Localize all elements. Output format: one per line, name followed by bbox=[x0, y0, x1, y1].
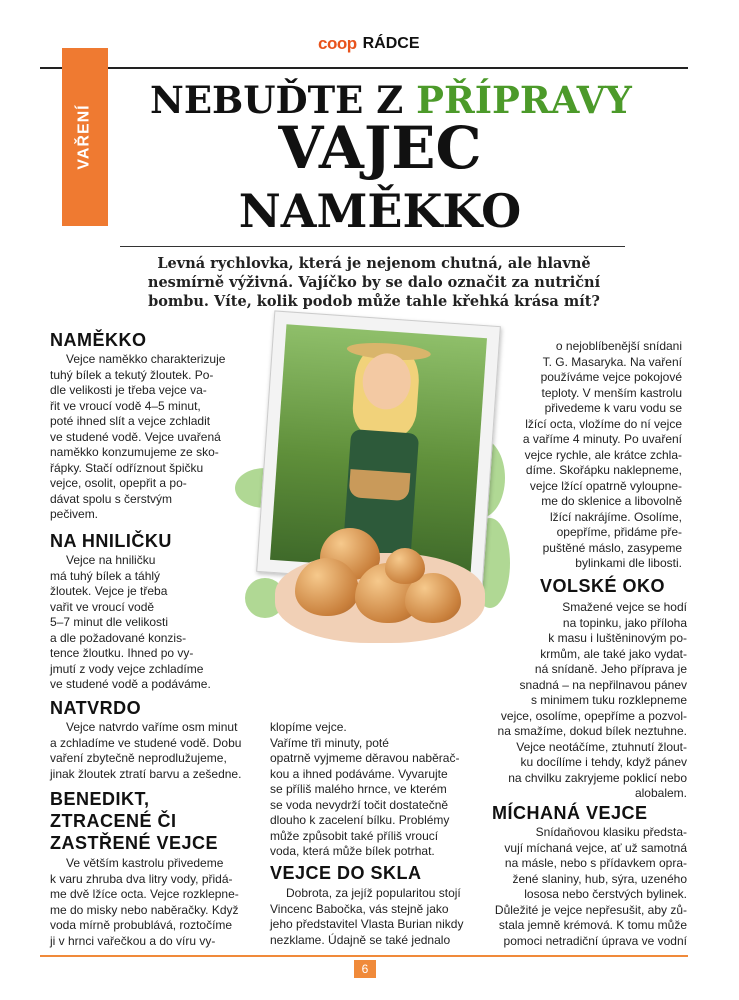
heading-vejce-do-skla: VEJCE DO SKLA bbox=[270, 863, 422, 883]
text-line: na topinku, jako příloha bbox=[562, 615, 687, 630]
text-line: krmům, ale také jako vydat- bbox=[540, 646, 687, 661]
text-na-hnilicku bbox=[50, 553, 265, 693]
text-line: vují míchaná vejce, ať už samotná bbox=[504, 840, 687, 855]
text-line: k masu i luštěninovým po- bbox=[548, 631, 687, 645]
text-volske-oko bbox=[492, 600, 687, 802]
text-benedikt bbox=[50, 856, 265, 949]
text-line: dle velikosti je třeba vejce va- bbox=[50, 383, 207, 397]
text-line: přivedeme k varu vodu se bbox=[544, 401, 682, 415]
heading-namekko: NAMĚKKO bbox=[50, 330, 147, 350]
lead-divider bbox=[120, 246, 625, 247]
text-line: opepříme, přidáme pře- bbox=[556, 525, 682, 539]
text-line: Vejce naměkko charakterizuje bbox=[66, 352, 226, 366]
text-vejce-do-skla-continued bbox=[492, 339, 682, 572]
heading-benedikt bbox=[50, 788, 218, 854]
text-line: může způsobit také příliš vroucí bbox=[270, 828, 439, 843]
text-line: teploty. V menším kastrolu bbox=[541, 385, 682, 400]
text-line: ZTRACENÉ ČI bbox=[50, 811, 177, 831]
text-line: dávat spolu s čerstvým bbox=[50, 491, 173, 506]
text-line: na chvilku zakryjeme poklicí nebo bbox=[508, 770, 687, 785]
text-line: klopíme vejce. bbox=[270, 720, 347, 734]
text-line: kou a ihned podáváme. Vyvarujte bbox=[270, 766, 448, 781]
brand-label: RÁDCE bbox=[362, 35, 420, 52]
title-line-3: NAMĚKKO bbox=[238, 184, 522, 238]
heading-volske-oko: VOLSKÉ OKO bbox=[540, 576, 666, 596]
text-line: opatrně vyjmeme děravou naběrač- bbox=[270, 751, 460, 765]
text-line: k varu zhruba dva litry vody, přidá- bbox=[50, 871, 233, 886]
text-line: žené slaniny, hub, sýra, uzeného bbox=[512, 871, 687, 886]
text-line: Vincenc Babočka, vás stejně jako bbox=[270, 901, 449, 916]
text-line: ná snídaně. Jeho příprava je bbox=[534, 662, 687, 676]
text-line: ve studené vodě. Vejce uvařená bbox=[50, 429, 221, 444]
text-line: ZASTŘENÉ VEJCE bbox=[50, 833, 219, 853]
text-benedikt-continued bbox=[270, 720, 485, 860]
photo-girl-with-eggs bbox=[255, 318, 500, 668]
text-line: a zchladíme ve studené vodě. Dobu bbox=[50, 735, 242, 750]
text-line: me dvě lžíce octa. Vejce rozklepne- bbox=[50, 887, 239, 901]
section-tab-label: VAŘENÍ bbox=[76, 104, 94, 170]
header-divider bbox=[40, 67, 688, 69]
text-line: se příliš malého hrnce, ve kterém bbox=[270, 782, 447, 796]
text-line: T. G. Masaryka. Na vaření bbox=[542, 354, 682, 369]
text-line: o nejoblíbenější snídani bbox=[555, 339, 682, 353]
text-line: lžící octa, vložíme do ní vejce bbox=[525, 416, 682, 431]
text-line: pečivem. bbox=[50, 507, 99, 521]
text-line: nezklame. Údajně se také jednalo bbox=[270, 932, 451, 947]
text-line: řápky. Stačí odříznout špičku bbox=[50, 460, 204, 475]
text-line: stala jemně krémová. K tomu může bbox=[498, 918, 687, 932]
text-line: a vaříme 4 minuty. Po uvaření bbox=[522, 432, 682, 446]
text-line: vejce, osolíme, opepříme a pozvol- bbox=[500, 708, 687, 723]
text-line: pomoci netradiční úprava ve vodní bbox=[503, 933, 687, 948]
text-line: tuhý bílek a tekutý žloutek. Po- bbox=[50, 367, 214, 382]
text-line: má tuhý bílek a táhlý bbox=[50, 568, 161, 583]
footer-bar bbox=[40, 955, 688, 957]
heading-natvrdo: NATVRDO bbox=[50, 698, 142, 718]
text-line: žloutek. Vejce je třeba bbox=[50, 584, 168, 598]
text-michana-vejce bbox=[492, 825, 687, 949]
text-line: dlouho k zacelení bílku. Problémy bbox=[270, 813, 450, 827]
text-line: poté ihned slít a vejce zchladit bbox=[50, 414, 211, 428]
text-line: Vejce na hniličku bbox=[66, 553, 156, 567]
text-line: Snídaňovou klasiku předsta- bbox=[535, 825, 687, 839]
text-line: jinak žloutek ztratí barvu a zešedne. bbox=[50, 766, 242, 781]
heading-michana-vejce: MÍCHANÁ VEJCE bbox=[492, 803, 648, 823]
text-line: řit ve vroucí vodě 4–5 minut, bbox=[50, 398, 201, 413]
text-line: jmutí z vody vejce zchladíme bbox=[50, 661, 204, 676]
text-line: alobalem. bbox=[634, 786, 687, 800]
text-line: jeho představitel Vlasta Burian nikdy bbox=[270, 917, 464, 931]
text-line: lžící nakrájíme. Osolíme, bbox=[549, 509, 682, 524]
text-line: Ve větším kastrolu přivedeme bbox=[66, 856, 224, 870]
title-highlight: PŘÍPRAVY bbox=[416, 78, 632, 122]
text-line: vaření zbytečně neprodlužujeme, bbox=[50, 751, 227, 765]
text-line: Důležité je vejce nepřesušit, aby zů- bbox=[494, 902, 687, 917]
text-line: Vejce neotáčíme, ztuhnutí žlout- bbox=[516, 739, 687, 754]
heading-na-hnilicku: NA HNILIČKU bbox=[50, 531, 172, 551]
text-line: používáme vejce pokojové bbox=[540, 370, 682, 384]
text-line: me do sklenice a libovolně bbox=[541, 494, 682, 508]
text-line: díme. Skořápku naklepneme, bbox=[525, 463, 682, 477]
text-namekko bbox=[50, 352, 265, 523]
brand bbox=[318, 34, 420, 54]
text-line: puštěné máslo, zasypeme bbox=[542, 540, 682, 555]
title-prefix: NEBUĎTE Z bbox=[150, 78, 417, 122]
text-line: voda mírně probublává, roztočíme bbox=[50, 918, 233, 932]
text-line: tence žloutku. Ihned po vy- bbox=[50, 646, 194, 660]
section-tab bbox=[62, 48, 108, 226]
text-line: se voda nevydrží točit dostatečně bbox=[270, 797, 449, 812]
text-line: vejce rychle, ale krátce zchla- bbox=[524, 447, 682, 462]
text-line: Dobrota, za jejíž popularitou stojí bbox=[286, 886, 461, 900]
text-line: naměkko konzumujeme ze sko- bbox=[50, 445, 219, 459]
text-line: ji v hrnci vařečkou a do víru vy- bbox=[50, 933, 216, 948]
text-line: snadná – na nepřilnavou pánev bbox=[519, 677, 687, 692]
text-line: lososa nebo čerstvých bylinek. bbox=[524, 887, 687, 901]
text-line: vejce lžící opatrně vyloupne- bbox=[529, 478, 682, 493]
text-line: Smažené vejce se hodí bbox=[562, 600, 687, 614]
text-line: bylinkami dle libosti. bbox=[575, 556, 682, 570]
text-line: s minimem tuku rozklepneme bbox=[530, 693, 687, 707]
text-natvrdo bbox=[50, 720, 265, 782]
text-line: vejce, osolit, opepřit a po- bbox=[50, 476, 187, 490]
text-line: Vejce natvrdo vaříme osm minut bbox=[66, 720, 238, 734]
photo-frame bbox=[256, 310, 501, 587]
coop-logo: coop bbox=[318, 34, 357, 53]
text-line: BENEDIKT, bbox=[50, 789, 150, 809]
egg bbox=[385, 548, 425, 584]
text-line: na smažíme, dokud bílek neztuhne. bbox=[497, 724, 687, 738]
text-line: ku docílíme i tehdy, když pánev bbox=[520, 755, 687, 769]
text-line: me do misky nebo naběračky. Když bbox=[50, 902, 239, 917]
text-line: a dle požadované konzis- bbox=[50, 630, 187, 645]
lead-paragraph: Levná rychlovka, která je nejenom chutná, ale hlavně nesmírně výživná. Vajíčko by se dalo označit za nutriční bombu. Víte, kolik podob může tahle křehká krása mít? bbox=[147, 255, 601, 310]
text-line: na másle, nebo s přídavkem opra- bbox=[504, 856, 687, 870]
page-number: 6 bbox=[354, 960, 376, 978]
text-line: voda, která může bílek potrhat. bbox=[270, 844, 435, 858]
text-vejce-do-skla bbox=[270, 886, 485, 948]
text-line: vařit ve vroucí vodě bbox=[50, 599, 155, 614]
text-line: 5–7 minut dle velikosti bbox=[50, 615, 169, 629]
text-line: ve studené vodě a podáváme. bbox=[50, 677, 211, 691]
text-line: Vaříme tři minuty, poté bbox=[270, 735, 389, 750]
egg bbox=[295, 558, 359, 616]
title-line-2: VAJEC bbox=[278, 114, 482, 182]
